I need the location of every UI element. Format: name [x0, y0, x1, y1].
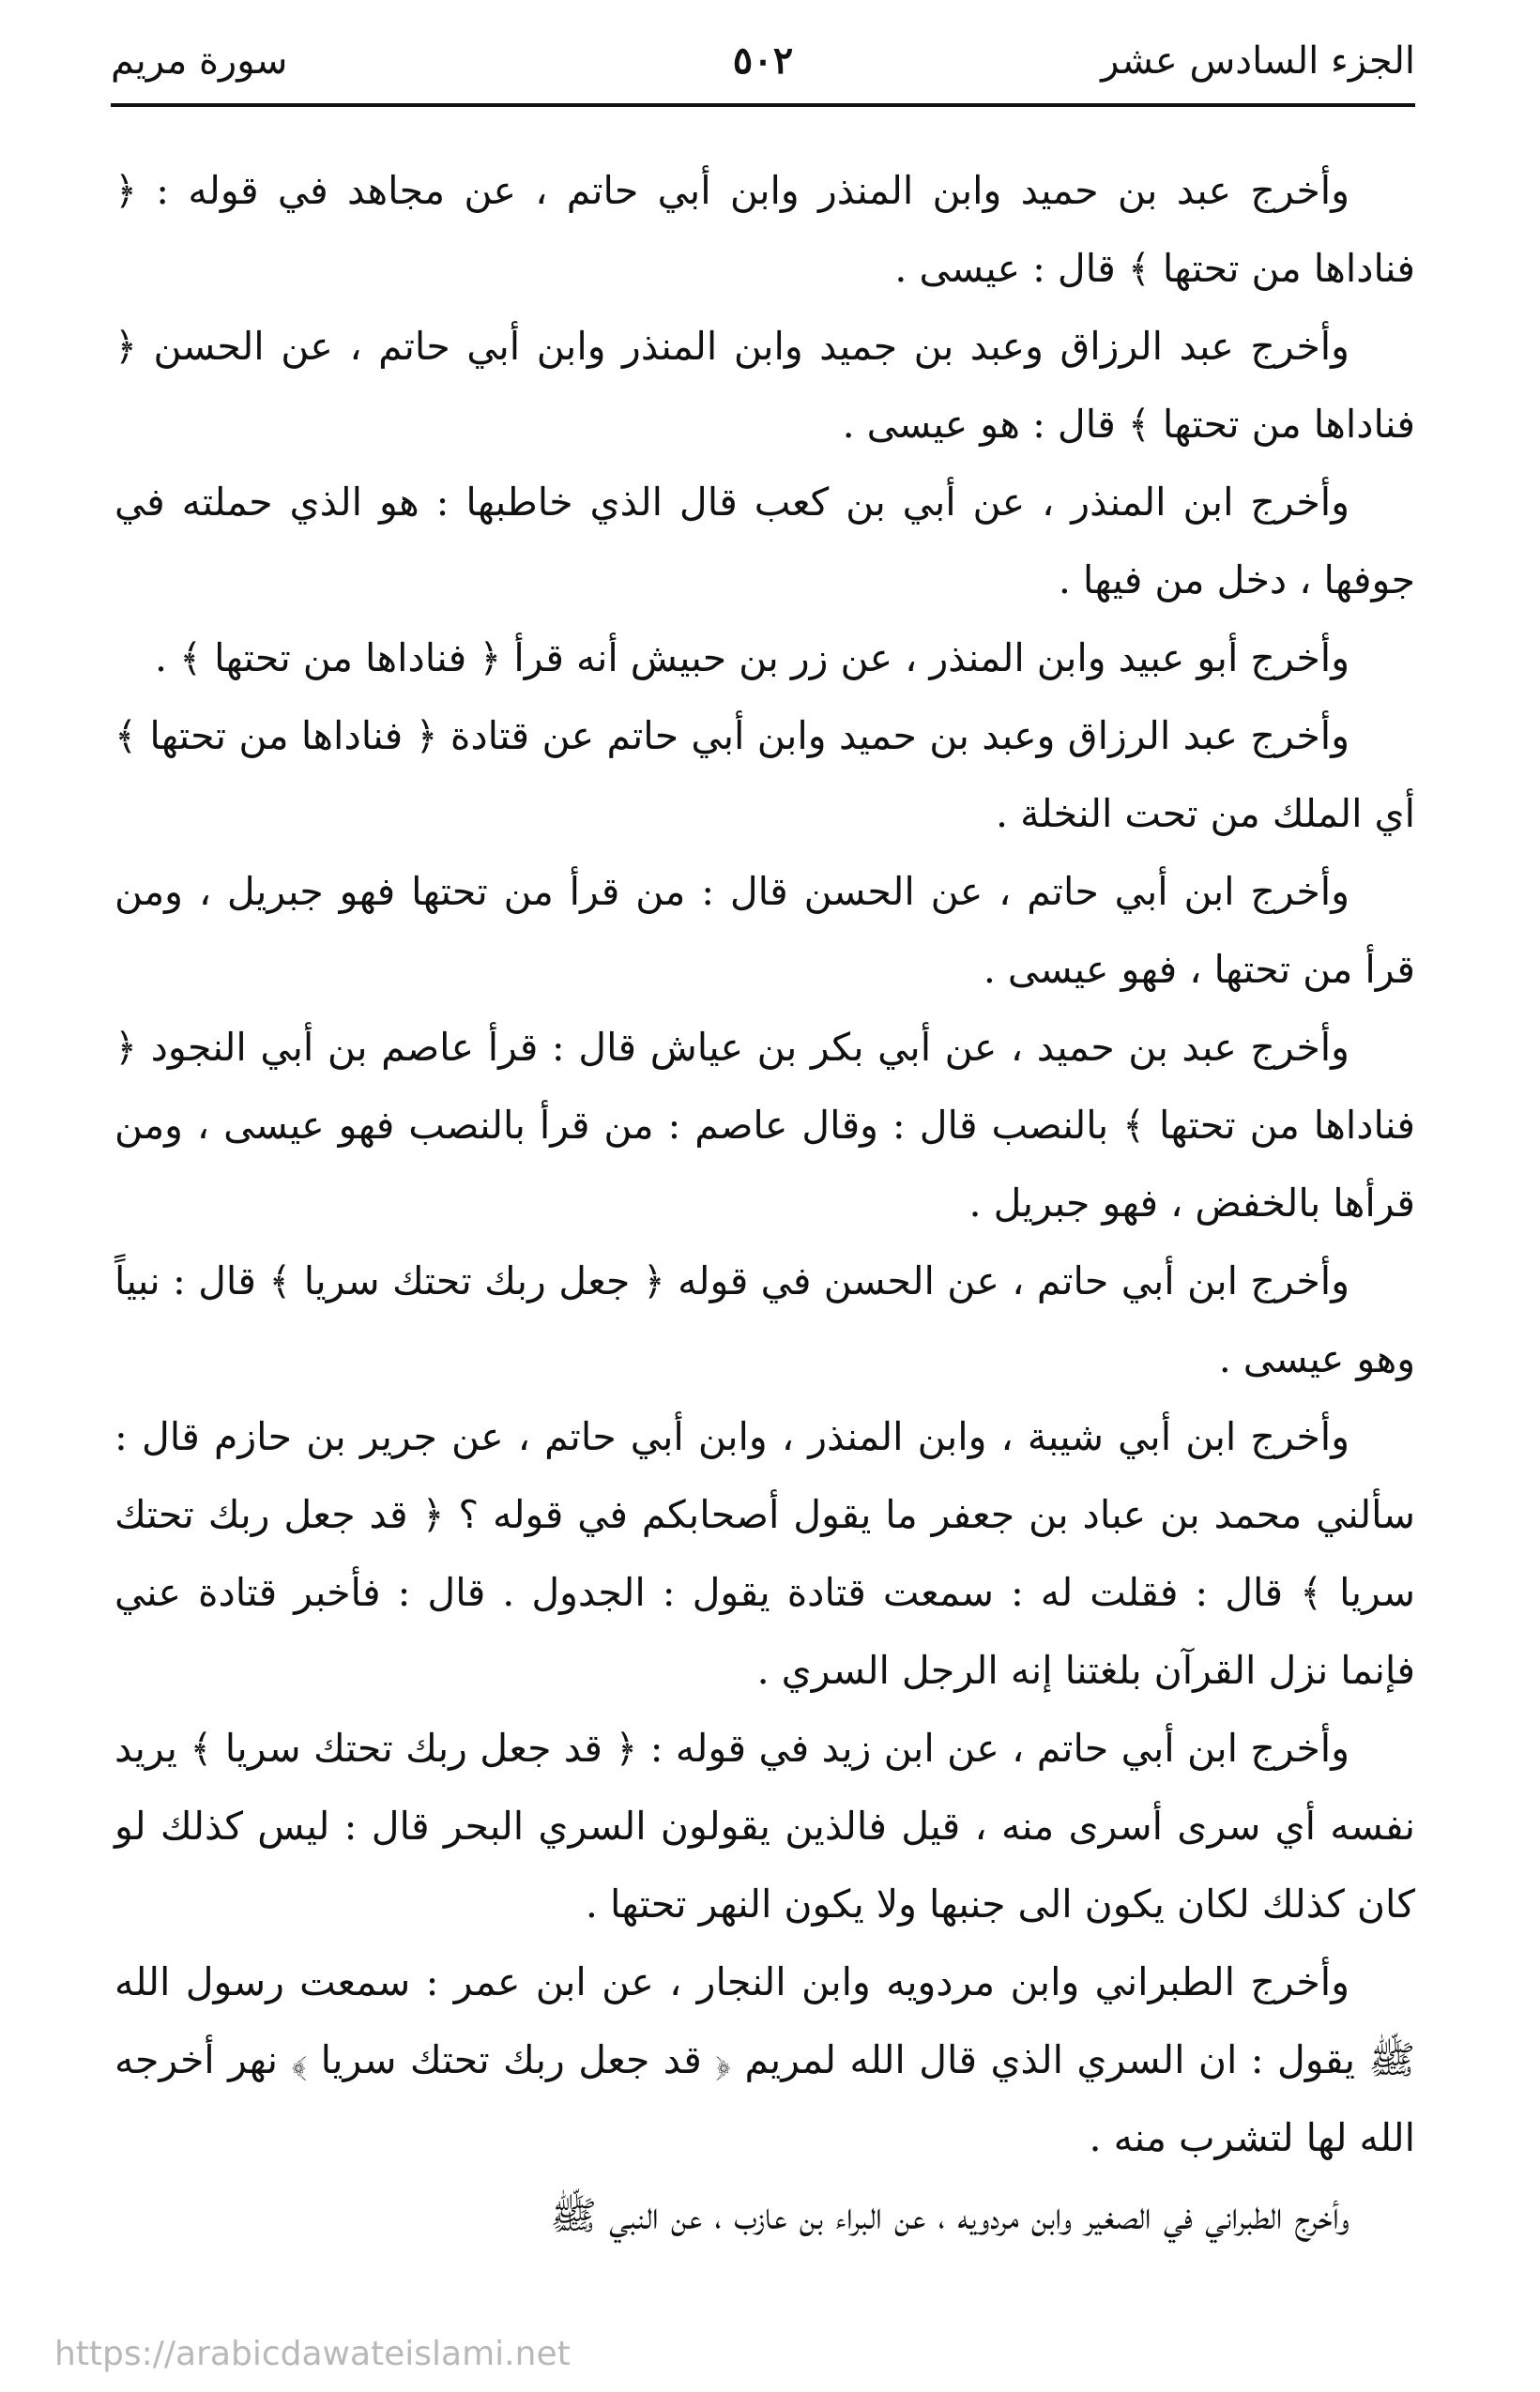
paragraph: وأخرج ابن أبي حاتم ، عن ابن زيد في قوله : ﴿ قد جعل ربك تحتك سريا ﴾ يريد نفسه أي سرى أسرى منه ، قيل فالذين يقولون السري البحر قال : ليس كذلك لو كان كذلك لكان يكون الى جنبها ولا يكون النهر تحتها .	[114, 1726, 1415, 1927]
paragraph: وأخرج عبد بن حميد ، عن أبي بكر بن عياش قال : قرأ عاصم بن أبي النجود ﴿ فناداها من تحتها ﴾ بالنصب قال : وقال عاصم : من قرأ بالنصب فهو عيسى ، ومن قرأها بالخفض ، فهو جبريل .	[114, 1025, 1415, 1226]
paragraph: وأخرج ابن أبي شيبة ، وابن المنذر ، وابن أبي حاتم ، عن جرير بن حازم قال : سألني محمد بن عباد بن جعفر ما يقول أصحابكم في قوله ؟ ﴿ قد جعل ربك تحتك سريا ﴾ قال : فقلت له : سمعت قتادة يقول : الجدول . قال : فأخبر قتادة عني فإنما نزل القرآن بلغتنا إنه الرجل السري .	[114, 1414, 1415, 1693]
paragraph: وأخرج عبد بن حميد وابن المنذر وابن أبي حاتم ، عن مجاهد في قوله : ﴿ فناداها من تحتها ﴾ قال : عيسى .	[114, 168, 1415, 291]
page-body	[114, 152, 1415, 2255]
header-divider	[111, 103, 1415, 107]
paragraph: وأخرج الطبراني وابن مردويه وابن النجار ، عن ابن عمر : سمعت رسول الله ﷺ يقول : ان السري الذي قال الله لمريم ﴿ قد جعل ربك تحتك سريا ﴾ نهر أخرجه الله لها لتشرب منه .	[114, 1959, 1415, 2160]
paragraph: وأخرج ابن أبي حاتم ، عن الحسن في قوله ﴿ جعل ربك تحتك سريا ﴾ قال : نبياً وهو عيسى .	[114, 1258, 1415, 1381]
paragraph: وأخرج الطبراني في الصغير وابن مردويه ، عن البراء بن عازب ، عن النبي ﷺ	[550, 2193, 1349, 2238]
page-header	[111, 21, 1415, 101]
paragraph: وأخرج عبد الرزاق وعبد بن حميد وابن أبي حاتم عن قتادة ﴿ فناداها من تحتها ﴾ أي الملك من تحت النخلة .	[114, 713, 1415, 836]
part-title: الجزء السادس عشر	[1101, 39, 1415, 83]
paragraph: وأخرج عبد الرزاق وعبد بن جميد وابن المنذر وابن أبي حاتم ، عن الحسن ﴿ فناداها من تحتها ﴾ قال : هو عيسى .	[114, 324, 1415, 447]
paragraph: وأخرج ابن أبي حاتم ، عن الحسن قال : من قرأ من تحتها فهو جبريل ، ومن قرأ من تحتها ، فهو عيسى .	[114, 869, 1415, 992]
page-number: ٥٠٢	[732, 38, 794, 83]
watermark-url: https://arabicdawateislami.net	[54, 2335, 571, 2373]
paragraph: وأخرج أبو عبيد وابن المنذر ، عن زر بن حبيش أنه قرأ ﴿ فناداها من تحتها ﴾ .	[155, 635, 1349, 680]
paragraph: وأخرج ابن المنذر ، عن أبي بن كعب قال الذي خاطبها : هو الذي حملته في جوفها ، دخل من فيها .	[114, 480, 1415, 602]
surah-title: سورة مريم	[111, 39, 288, 83]
